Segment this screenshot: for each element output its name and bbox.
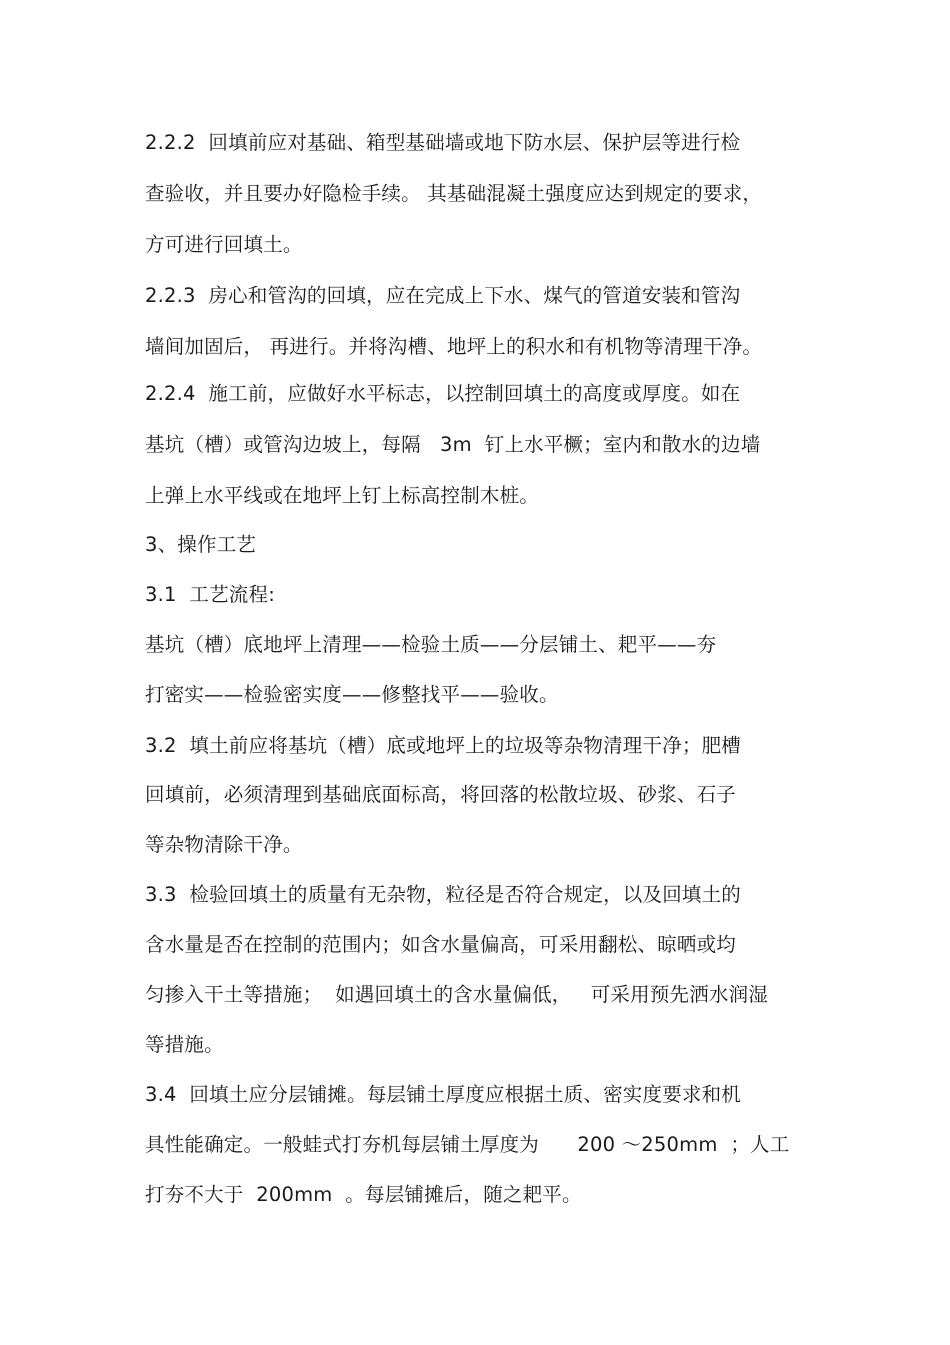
text-line: 查验收，并且要办好隐检手续。 其基础混凝土强度应达到规定的要求， xyxy=(145,182,763,205)
text-line: 基坑（槽）或管沟边坡上，每隔 3m 钉上水平橛；室内和散水的边墙 xyxy=(145,433,761,456)
section-heading: 3、操作工艺 xyxy=(145,533,257,556)
text-line: 2.2.4 施工前，应做好水平标志，以控制回填土的高度或厚度。如在 xyxy=(145,382,741,405)
text-line: 2.2.2 回填前应对基础、箱型基础墙或地下防水层、保护层等进行检 xyxy=(145,131,741,154)
text-line: 3.2 填土前应将基坑（槽）底或地坪上的垃圾等杂物清理干净；肥槽 xyxy=(145,734,742,757)
text-line: 等措施。 xyxy=(145,1033,224,1056)
text-line: 等杂物清除干净。 xyxy=(145,833,303,856)
text-line: 墙间加固后， 再进行。并将沟槽、地坪上的积水和有机物等清理干净。 xyxy=(145,335,763,358)
text-line: 具性能确定。一般蛙式打夯机每层铺土厚度为 200 ～250mm ；人工 xyxy=(145,1133,790,1156)
text-line: 方可进行回填土。 xyxy=(145,233,303,256)
text-line: 3.1 工艺流程: xyxy=(145,583,275,606)
text-line: 打密实——检验密实度——修整找平——验收。 xyxy=(145,683,559,706)
text-line: 2.2.3 房心和管沟的回填，应在完成上下水、煤气的管道安装和管沟 xyxy=(145,284,741,307)
text-line: 打夯不大于 200mm 。每层铺摊后，随之耙平。 xyxy=(145,1183,582,1206)
text-line: 上弹上水平线或在地坪上钉上标高控制木桩。 xyxy=(145,484,540,507)
text-line: 含水量是否在控制的范围内；如含水量偏高，可采用翻松、晾晒或均 xyxy=(145,933,737,956)
text-line: 3.4 回填土应分层铺摊。每层铺土厚度应根据土质、密实度要求和机 xyxy=(145,1083,742,1106)
text-line: 基坑（槽）底地坪上清理——检验土质——分层铺土、耙平——夯 xyxy=(145,633,717,656)
text-line: 3.3 检验回填土的质量有无杂物，粒径是否符合规定，以及回填土的 xyxy=(145,883,742,906)
text-line: 匀掺入干土等措施； 如遇回填土的含水量偏低， 可采用预先洒水润湿 xyxy=(145,983,768,1006)
text-line: 回填前，必须清理到基础底面标高，将回落的松散垃圾、砂浆、石子 xyxy=(145,783,737,806)
